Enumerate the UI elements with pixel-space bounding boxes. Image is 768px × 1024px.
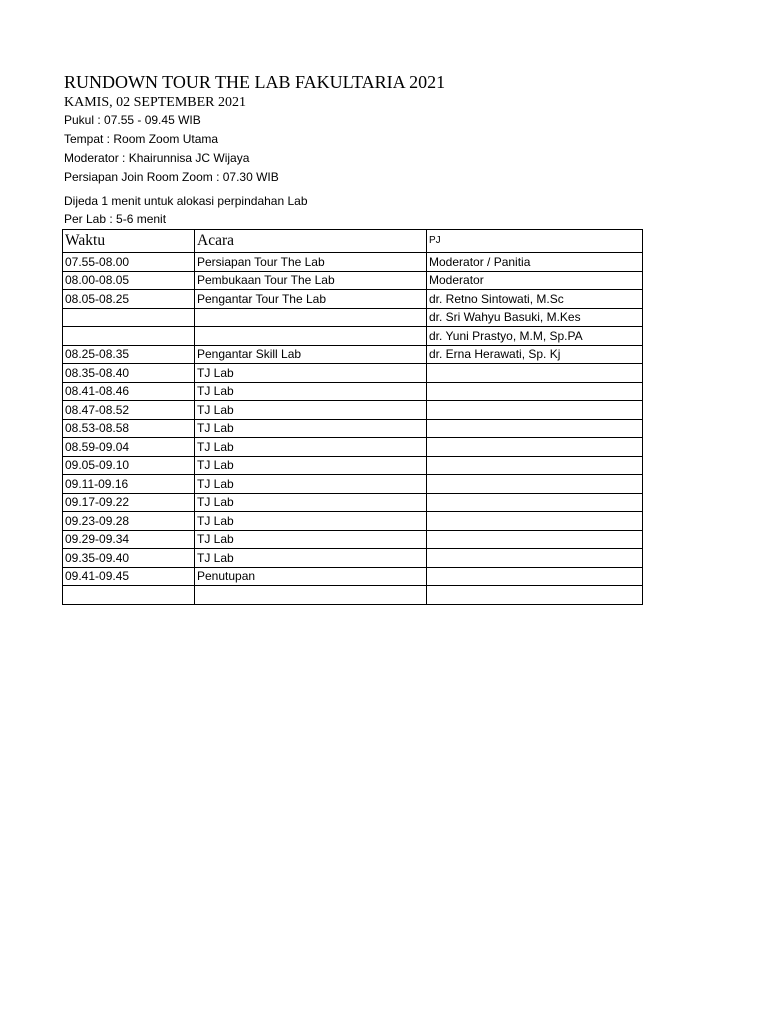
cell-acara: TJ Lab bbox=[195, 382, 427, 401]
cell-pj bbox=[427, 549, 643, 568]
table-row bbox=[63, 253, 643, 272]
cell-waktu: 09.41-09.45 bbox=[63, 567, 195, 586]
cell-pj bbox=[427, 493, 643, 512]
cell-acara: TJ Lab bbox=[195, 549, 427, 568]
cell-waktu: 09.29-09.34 bbox=[63, 530, 195, 549]
cell-waktu: 08.25-08.35 bbox=[63, 345, 195, 364]
per-lab-note: Per Lab : 5-6 menit bbox=[64, 212, 167, 226]
cell-pj bbox=[427, 530, 643, 549]
cell-waktu bbox=[63, 327, 195, 346]
cell-waktu: 09.23-09.28 bbox=[63, 512, 195, 531]
cell-pj bbox=[427, 512, 643, 531]
table-row bbox=[63, 549, 643, 568]
table-row bbox=[63, 345, 643, 364]
cell-pj: dr. Yuni Prastyo, M.M, Sp.PA bbox=[427, 327, 643, 346]
cell-acara: TJ Lab bbox=[195, 493, 427, 512]
event-place: Tempat : Room Zoom Utama bbox=[64, 132, 219, 146]
table-row bbox=[63, 290, 643, 309]
cell-waktu: 09.11-09.16 bbox=[63, 475, 195, 494]
cell-waktu: 09.17-09.22 bbox=[63, 493, 195, 512]
cell-waktu bbox=[63, 586, 195, 605]
cell-acara: TJ Lab bbox=[195, 456, 427, 475]
table-row bbox=[63, 456, 643, 475]
cell-waktu: 08.41-08.46 bbox=[63, 382, 195, 401]
rundown-table bbox=[62, 229, 643, 605]
event-date: KAMIS, 02 SEPTEMBER 2021 bbox=[64, 95, 247, 110]
cell-acara bbox=[195, 586, 427, 605]
cell-pj bbox=[427, 475, 643, 494]
zoom-prep-time: Persiapan Join Room Zoom : 07.30 WIB bbox=[64, 170, 279, 184]
cell-waktu: 08.05-08.25 bbox=[63, 290, 195, 309]
cell-acara: TJ Lab bbox=[195, 530, 427, 549]
event-moderator: Moderator : Khairunnisa JC Wijaya bbox=[64, 151, 250, 165]
cell-acara: TJ Lab bbox=[195, 401, 427, 420]
table-row bbox=[63, 419, 643, 438]
cell-waktu: 08.00-08.05 bbox=[63, 271, 195, 290]
cell-pj bbox=[427, 456, 643, 475]
cell-waktu: 08.47-08.52 bbox=[63, 401, 195, 420]
cell-pj bbox=[427, 586, 643, 605]
table-row bbox=[63, 512, 643, 531]
table-row bbox=[63, 438, 643, 457]
cell-acara: Pengantar Skill Lab bbox=[195, 345, 427, 364]
document-title: RUNDOWN TOUR THE LAB FAKULTARIA 2021 bbox=[64, 72, 446, 92]
table-row bbox=[63, 493, 643, 512]
cell-pj bbox=[427, 438, 643, 457]
table-row bbox=[63, 530, 643, 549]
cell-pj: Moderator / Panitia bbox=[427, 253, 643, 272]
event-time: Pukul : 07.55 - 09.45 WIB bbox=[64, 113, 201, 127]
cell-pj bbox=[427, 382, 643, 401]
cell-pj: dr. Sri Wahyu Basuki, M.Kes bbox=[427, 308, 643, 327]
cell-acara: TJ Lab bbox=[195, 475, 427, 494]
cell-acara: TJ Lab bbox=[195, 438, 427, 457]
cell-waktu bbox=[63, 308, 195, 327]
table-row bbox=[63, 308, 643, 327]
table-row bbox=[63, 401, 643, 420]
cell-acara: Pembukaan Tour The Lab bbox=[195, 271, 427, 290]
table-row bbox=[63, 364, 643, 383]
table-row bbox=[63, 475, 643, 494]
cell-acara bbox=[195, 308, 427, 327]
cell-pj: dr. Retno Sintowati, M.Sc bbox=[427, 290, 643, 309]
table-row bbox=[63, 327, 643, 346]
cell-acara: TJ Lab bbox=[195, 512, 427, 531]
table-row bbox=[63, 586, 643, 605]
cell-waktu: 08.35-08.40 bbox=[63, 364, 195, 383]
cell-pj bbox=[427, 419, 643, 438]
cell-acara bbox=[195, 327, 427, 346]
table-row bbox=[63, 271, 643, 290]
cell-acara: TJ Lab bbox=[195, 364, 427, 383]
cell-waktu: 08.53-08.58 bbox=[63, 419, 195, 438]
cell-pj: dr. Erna Herawati, Sp. Kj bbox=[427, 345, 643, 364]
cell-pj bbox=[427, 567, 643, 586]
cell-pj bbox=[427, 401, 643, 420]
cell-acara: Persiapan Tour The Lab bbox=[195, 253, 427, 272]
cell-waktu: 08.59-09.04 bbox=[63, 438, 195, 457]
table-row bbox=[63, 567, 643, 586]
cell-waktu: 09.35-09.40 bbox=[63, 549, 195, 568]
cell-waktu: 07.55-08.00 bbox=[63, 253, 195, 272]
cell-acara: Pengantar Tour The Lab bbox=[195, 290, 427, 309]
cell-waktu: 09.05-09.10 bbox=[63, 456, 195, 475]
cell-acara: TJ Lab bbox=[195, 419, 427, 438]
column-header-acara: Acara bbox=[195, 230, 427, 253]
column-header-waktu: Waktu bbox=[63, 230, 195, 253]
cell-pj bbox=[427, 364, 643, 383]
column-header-pj: PJ bbox=[427, 230, 643, 253]
break-note: Dijeda 1 menit untuk alokasi perpindahan Lab bbox=[64, 194, 308, 208]
table-header-row bbox=[63, 230, 643, 253]
cell-pj: Moderator bbox=[427, 271, 643, 290]
table-row bbox=[63, 382, 643, 401]
cell-acara: Penutupan bbox=[195, 567, 427, 586]
